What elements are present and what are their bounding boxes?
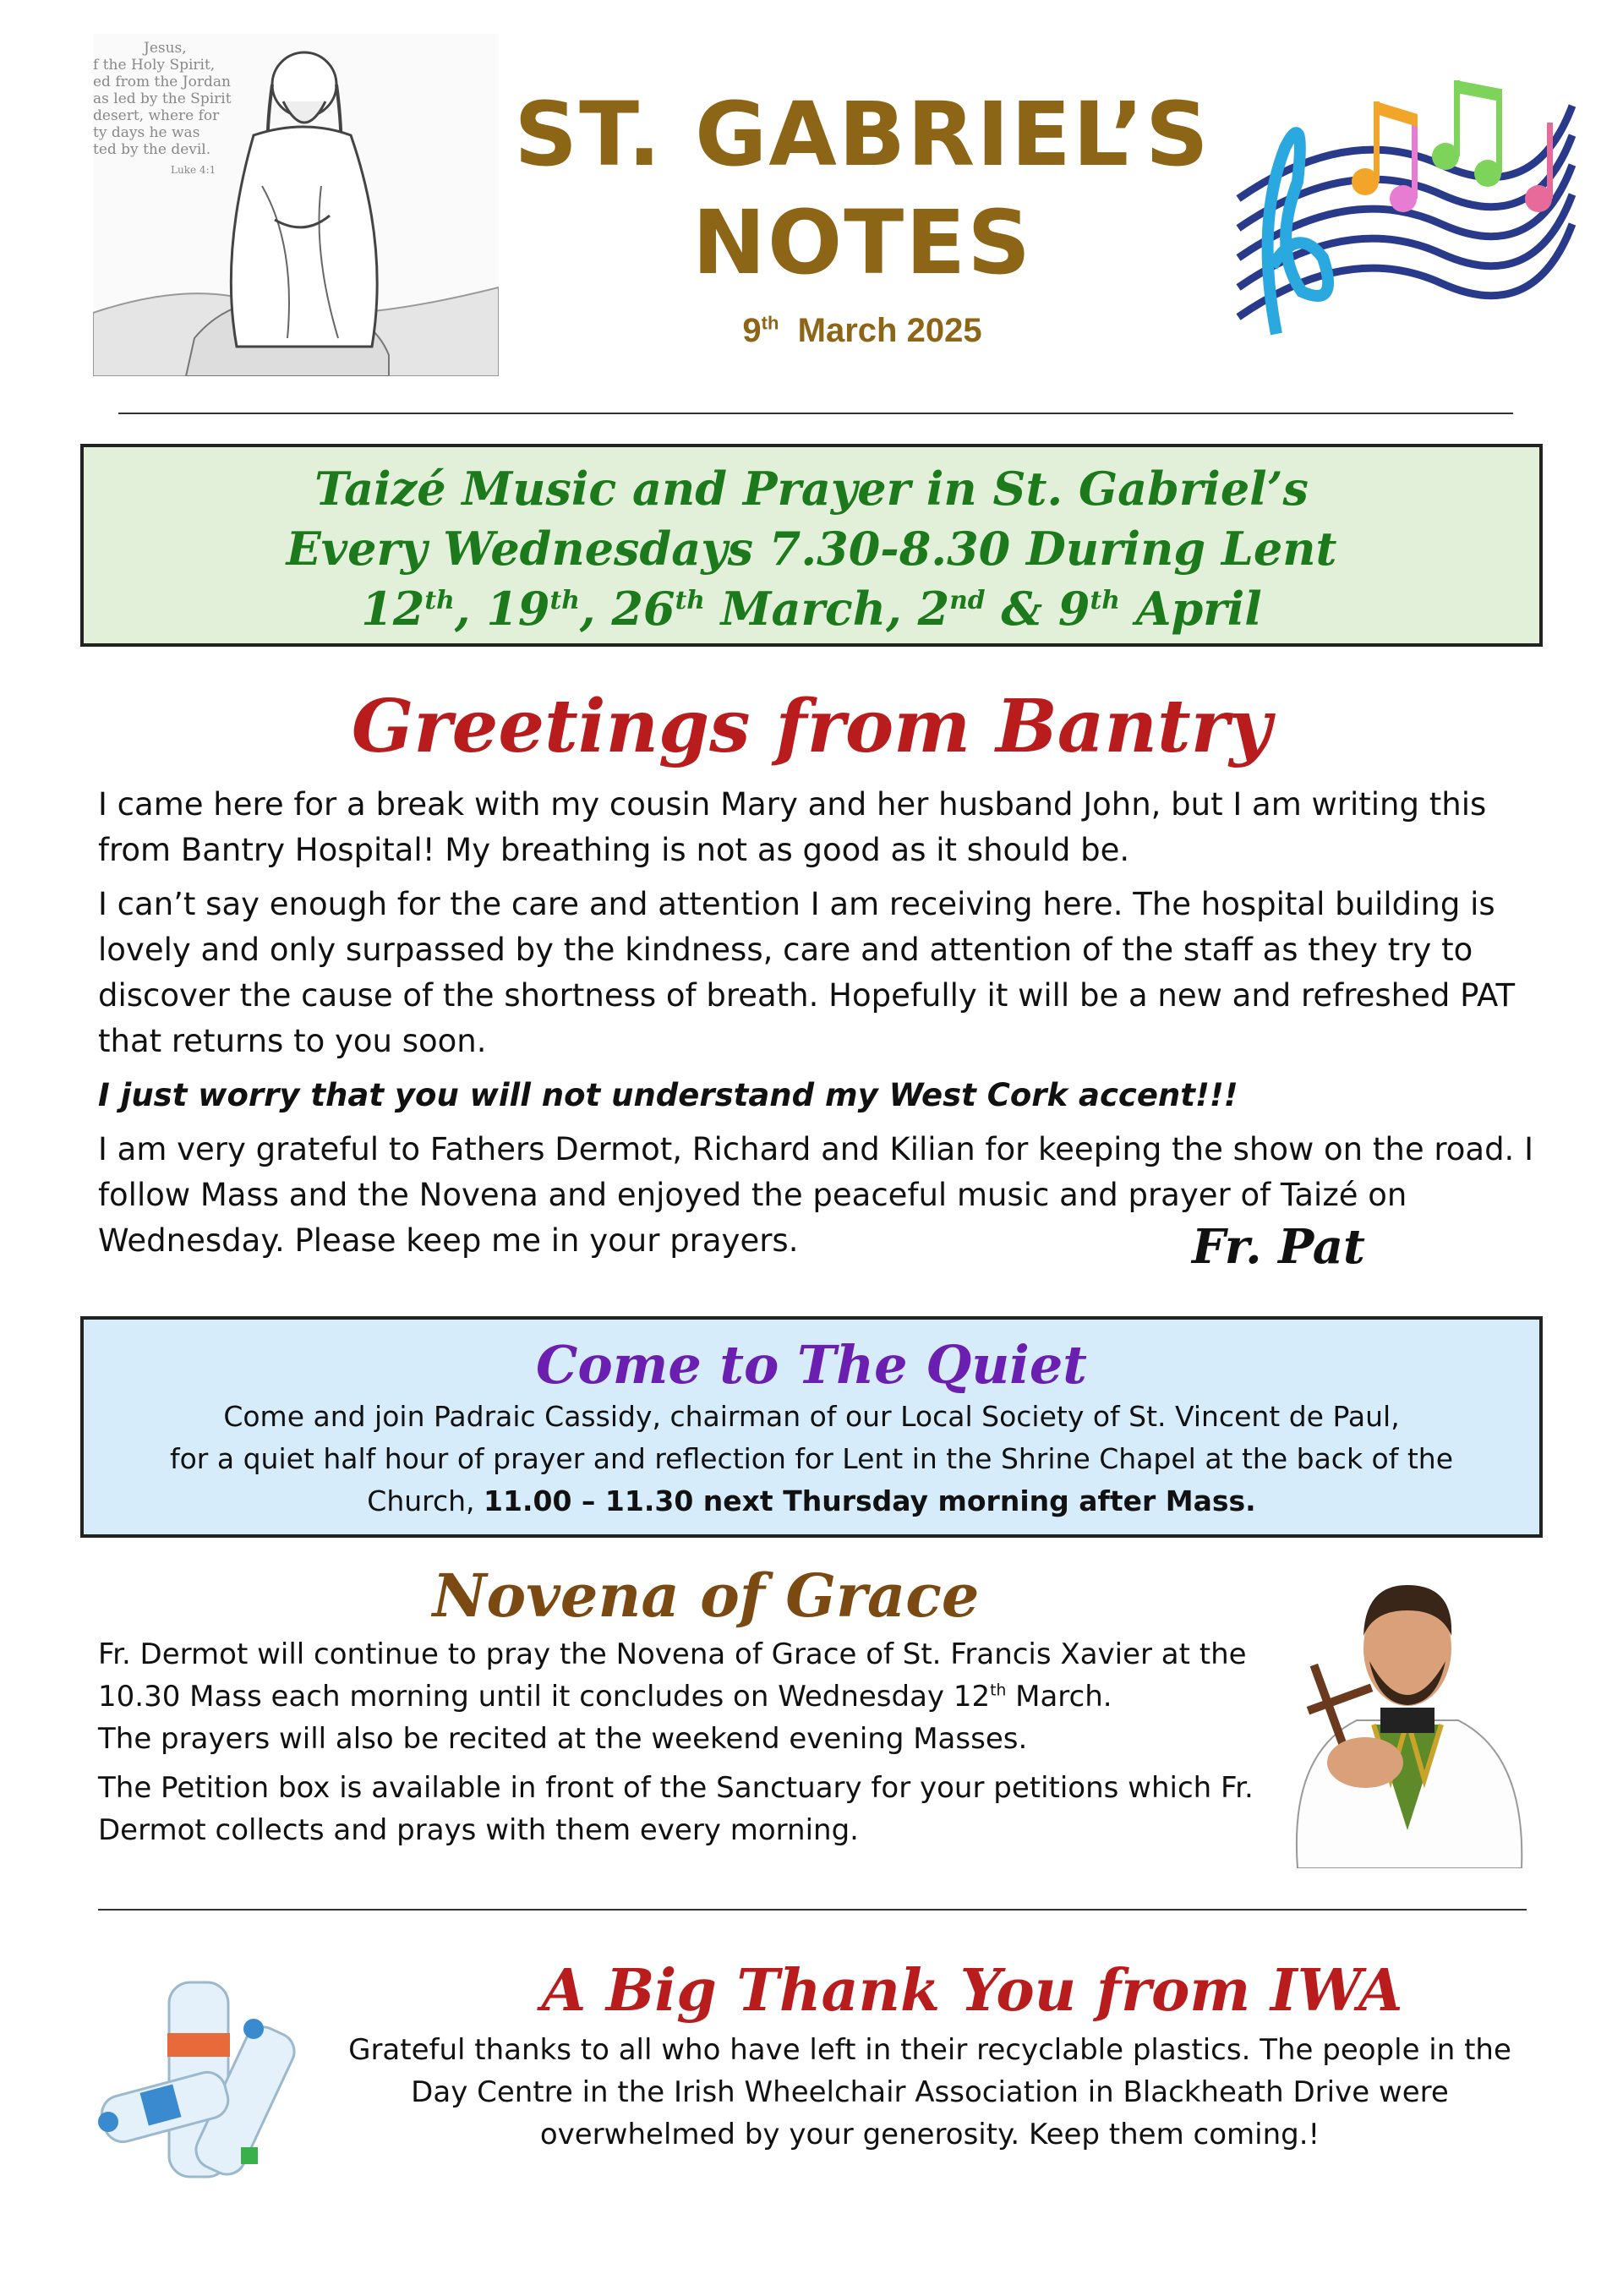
st-francis-xavier-illustration (1281, 1560, 1534, 1868)
greetings-heading: Greetings from Bantry (351, 684, 1272, 769)
quiet-line: for a quiet half hour of prayer and reflection for Lent in the Shrine Chapel at the back of the (170, 1442, 1453, 1475)
scripture-line: Jesus, (144, 40, 187, 57)
music-notes-illustration (1221, 55, 1577, 372)
section-divider (98, 1909, 1527, 1911)
header-divider (118, 413, 1513, 414)
iwa-heading: A Big Thank You from IWA (541, 1957, 1403, 2025)
letter-paragraph: I am very grateful to Fathers Dermot, Richard and Kilian for keeping the show on the road. I follow Mass and the Novena and enjoyed the peaceful music and prayer of Taizé on Wednesday. Please keep me in your prayers. (98, 1131, 1533, 1259)
scripture-line: f the Holy Spirit, (93, 57, 216, 74)
iwa-line: Grateful thanks to all who have left in their recyclable plastics. The people in the (348, 2033, 1511, 2067)
letter-emphasis: I just worry that you will not understand my West Cork accent!!! (98, 1077, 1238, 1113)
newsletter-title-line: ST. GABRIEL’S (514, 83, 1210, 186)
scripture-line: ted by the devil. (93, 141, 211, 158)
quiet-notice-box (80, 1316, 1543, 1538)
novena-heading: Novena of Grace (432, 1561, 980, 1631)
scripture-line: ed from the Jordan (93, 74, 231, 90)
iwa-line: overwhelmed by your generosity. Keep them coming.! (539, 2118, 1320, 2151)
scripture-reference: Luke 4:1 (171, 164, 216, 176)
letter-paragraph: I came here for a break with my cousin Mary and her husband John, but I am writing this from Bantry Hospital! My breathing is not as good as it should be. (98, 786, 1487, 868)
iwa-text (338, 2029, 1522, 2156)
letter-paragraph: I can’t say enough for the care and attention I am receiving here. The hospital building is lovely and only surpassed by the kindness, care and attention of the staff as they try to discover the cause of the shortness of breath. Hopefully it will be a new and refreshed PAT that returns to you soon. (98, 886, 1516, 1059)
novena-paragraph: Fr. Dermot will continue to pray the Novena of Grace of St. Francis Xavier at the 10.30 Mass each morning until it concludes on Wednesday 12th March. The prayers will also be recited at the weekend evening Masses. (98, 1637, 1247, 1756)
taize-line: Taizé Music and Prayer in St. Gabriel’s (314, 462, 1309, 516)
newsletter-header (507, 80, 1217, 350)
scripture-line: desert, where for (93, 107, 220, 124)
taize-notice-box (80, 444, 1543, 647)
iwa-line: Day Centre in the Irish Wheelchair Association in Blackheath Drive were (411, 2075, 1449, 2109)
taize-line: Every Wednesdays 7.30-8.30 During Lent (286, 522, 1337, 576)
scripture-line: as led by the Spirit (93, 90, 232, 107)
recyclable-bottles-illustration (93, 1974, 313, 2189)
novena-paragraph: The Petition box is available in front of the Sanctuary for your petitions which Fr. Dermot collects and prays with them every morning. (98, 1771, 1254, 1847)
newsletter-title-line: NOTES (691, 191, 1033, 294)
quiet-heading: Come to The Quiet (536, 1334, 1087, 1396)
issue-date: 9th March 2025 (742, 312, 982, 349)
taize-dates: 12th, 19th, 26th March, 2nd & 9th April (361, 582, 1262, 636)
quiet-line: Church, 11.00 – 11.30 next Thursday morning after Mass. (367, 1484, 1256, 1517)
greetings-letter (98, 782, 1535, 1272)
jesus-in-desert-illustration (93, 34, 499, 376)
novena-text (98, 1633, 1281, 1858)
quiet-line: Come and join Padraic Cassidy, chairman of our Local Society of St. Vincent de Paul, (223, 1400, 1400, 1433)
signature: Fr. Pat (1192, 1219, 1365, 1275)
scripture-line: ty days he was (93, 124, 200, 141)
